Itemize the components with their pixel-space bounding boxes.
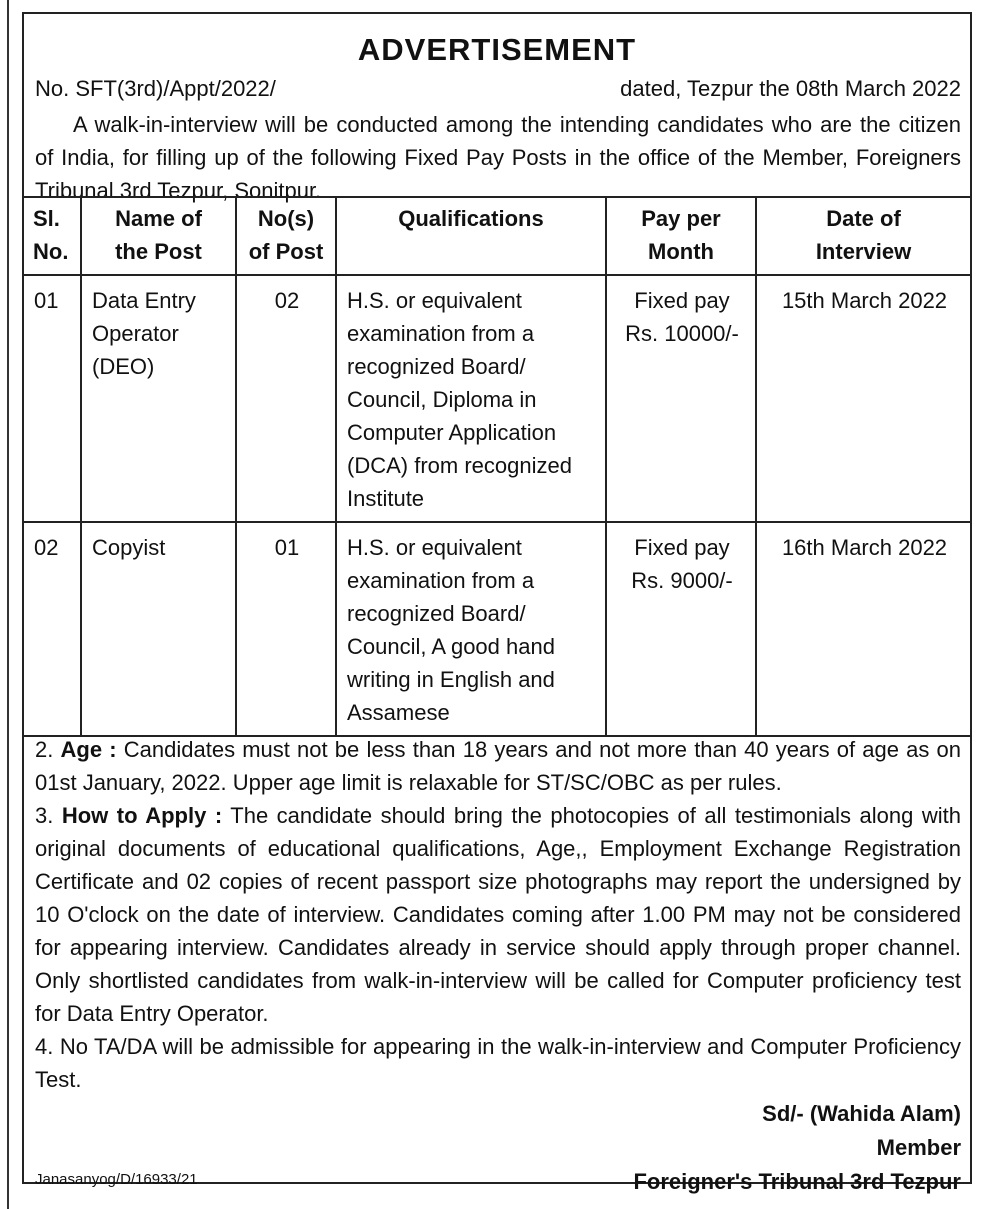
cell-sl: 02 — [24, 522, 81, 736]
cell-interview-date: 15th March 2022 — [756, 275, 970, 522]
apply-note: 3. How to Apply : The candidate should bring the photocopies of all testimonials along with original documents of educational qualifications, Age,, Employment Exchange Registration Certificate and 02 copies of recent passport size photographs may report the undersigned by 10 O'clock on the date of interview. Candidates coming after 1.00 PM may not be considered for appearing interview. Candidates already in service should apply through proper channel. Only shortlisted candidates from walk-in-interview will be called for Computer proficiency test for Data Entry Operator. — [35, 803, 961, 1026]
date-line: dated, Tezpur the 08th March 2022 — [620, 76, 961, 101]
age-note: 2. Age : Candidates must not be less than 18 years and not more than 40 years of age as on 01st January, 2022. Upper age limit is relaxable for ST/SC/OBC as per rules. — [35, 737, 962, 795]
header-post-name: Name of the Post — [81, 197, 236, 275]
cell-pay: Fixed pay Rs. 9000/- — [606, 522, 756, 736]
signature-office: Foreigner's Tribunal 3rd Tezpur — [633, 1169, 961, 1194]
cell-post-name: Data Entry Operator (DEO) — [81, 275, 236, 522]
header-pay: Pay per Month — [606, 197, 756, 275]
signature-name: Sd/- (Wahida Alam) — [762, 1101, 961, 1126]
cell-qualifications: H.S. or equivalent examination from a recognized Board/ Council, Diploma in Computer Application (DCA) from recognized Institute — [336, 275, 606, 522]
header-interview-date: Date of Interview — [756, 197, 970, 275]
header-qualifications: Qualifications — [336, 197, 606, 275]
reference-number: No. SFT(3rd)/Appt/2022/ — [35, 76, 276, 101]
tada-note: 4. No TA/DA will be admissible for appearing in the walk-in-interview and Computer Proficiency Test. — [35, 1034, 961, 1092]
cell-qualifications: H.S. or equivalent examination from a recognized Board/ Council, A good hand writing in English and Assamese — [336, 522, 606, 736]
reference-row — [35, 76, 961, 102]
table-row — [24, 275, 970, 522]
table-header-row — [24, 197, 970, 275]
intro-paragraph: A walk-in-interview will be conducted among the intending candidates who are the citizen of India, for filling up of the following Fixed Pay Posts in the office of the Member, Foreigners Tribunal 3rd Tezpur, Sonitpur. — [35, 112, 961, 203]
apply-label: How to Apply : — [61, 803, 223, 828]
cell-sl: 01 — [24, 275, 81, 522]
publication-code: Janasanyog/D/16933/21 — [35, 1171, 198, 1188]
signature-block — [633, 1097, 961, 1199]
page-edge-line — [7, 0, 9, 1209]
cell-pay: Fixed pay Rs. 10000/- — [606, 275, 756, 522]
table-row — [24, 522, 970, 736]
advertisement-frame — [22, 12, 972, 1194]
header-sl-no: Sl. No. — [24, 197, 81, 275]
cell-num-posts: 01 — [236, 522, 336, 736]
notes-section — [35, 733, 961, 1096]
cell-interview-date: 16th March 2022 — [756, 522, 970, 736]
age-label: Age : — [60, 737, 117, 762]
header-num-posts: No(s) of Post — [236, 197, 336, 275]
signature-designation: Member — [876, 1135, 961, 1160]
cell-post-name: Copyist — [81, 522, 236, 736]
posts-table — [24, 196, 970, 737]
cell-num-posts: 02 — [236, 275, 336, 522]
page-title: ADVERTISEMENT — [357, 32, 637, 67]
